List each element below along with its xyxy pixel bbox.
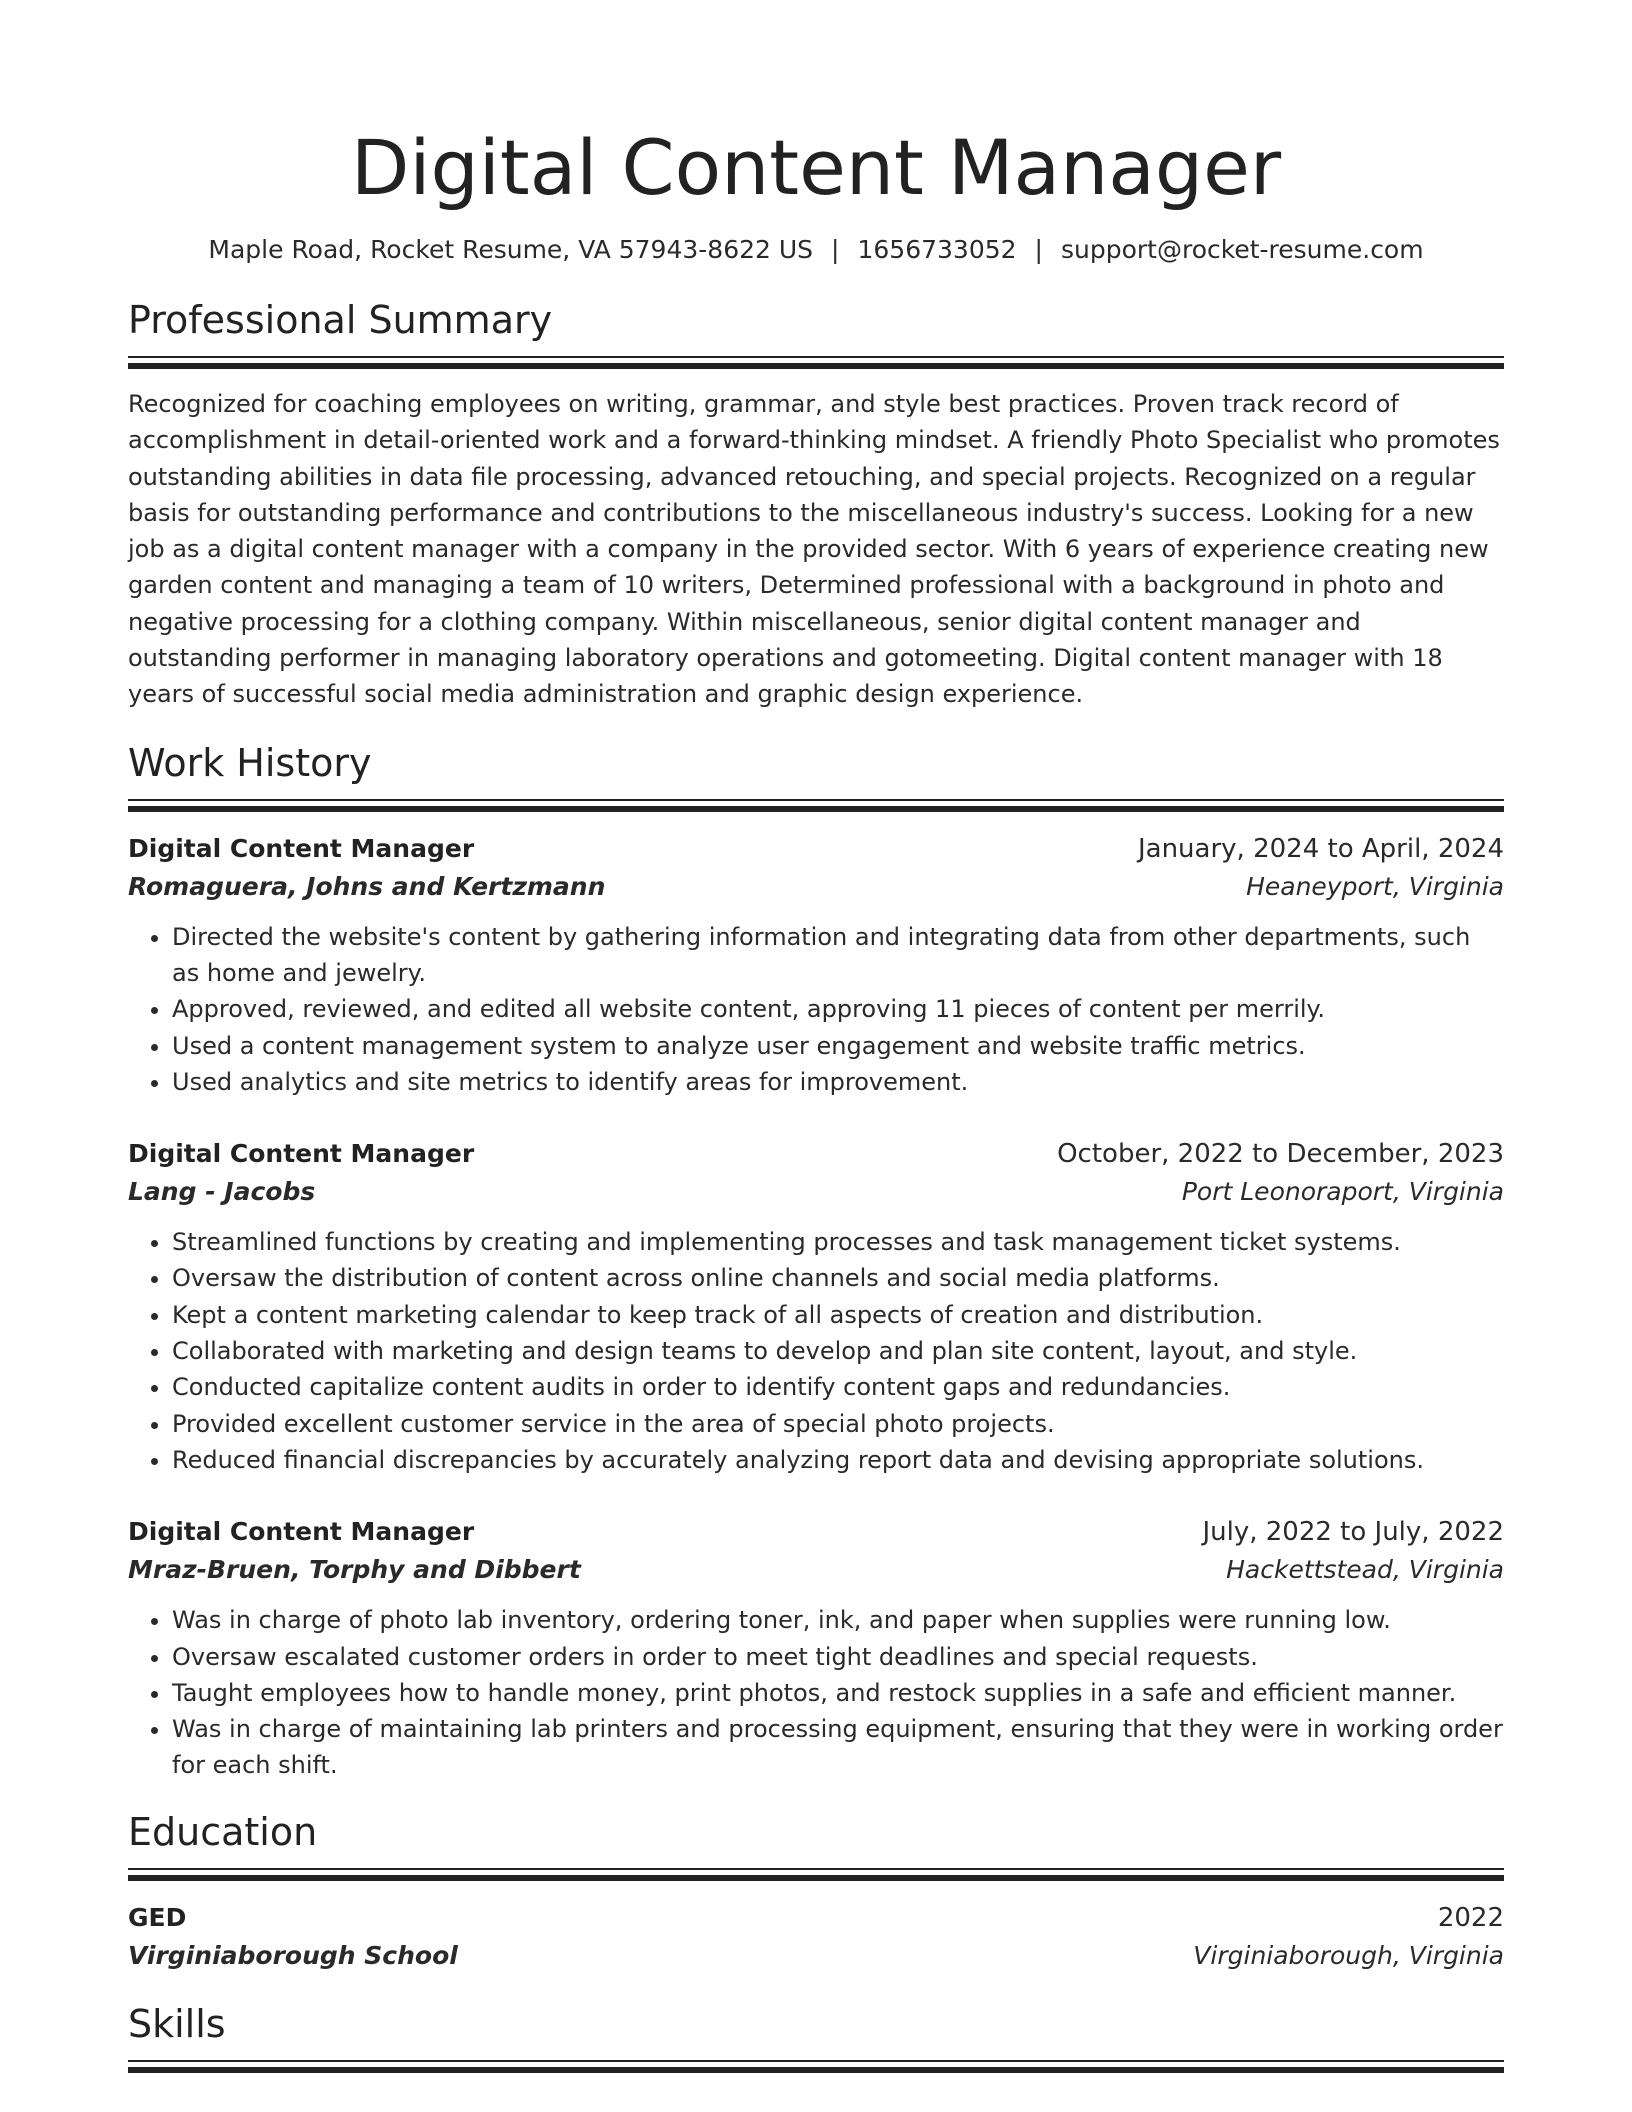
job-bullet: • Directed the website's content by gathering information and integrating data from other departments, such as home and jewelry. xyxy=(172,919,1504,992)
section-title-education: Education xyxy=(128,1809,318,1854)
job-location: Heaneyport, Virginia xyxy=(1246,871,1504,901)
skills-section xyxy=(128,2000,1504,2074)
work-history-section xyxy=(128,739,1504,1784)
contact-separator: | xyxy=(1034,235,1043,264)
section-divider xyxy=(128,2060,1504,2074)
job-title: Digital Content Manager xyxy=(128,1517,475,1547)
section-title-skills: Skills xyxy=(128,2001,226,2046)
job-bullets xyxy=(128,1602,1504,1783)
education-section xyxy=(128,1808,1504,1976)
job-dates: July, 2022 to July, 2022 xyxy=(1202,1517,1504,1548)
job-bullet: • Used analytics and site metrics to identify areas for improvement. xyxy=(172,1064,1504,1100)
job-bullet: • Taught employees how to handle money, print photos, and restock supplies in a safe and efficient manner. xyxy=(172,1675,1504,1711)
job-bullet: • Oversaw escalated customer orders in order to meet tight deadlines and special requests. xyxy=(172,1639,1504,1675)
contact-email: support@rocket-resume.com xyxy=(1060,235,1424,264)
section-title-work: Work History xyxy=(128,740,372,785)
job-bullets xyxy=(128,919,1504,1100)
resume-page xyxy=(128,0,1504,2074)
section-title-summary: Professional Summary xyxy=(128,298,553,342)
job-company: Mraz-Bruen, Torphy and Dibbert xyxy=(128,1555,581,1585)
section-divider xyxy=(128,356,1504,370)
section-divider xyxy=(128,1868,1504,1882)
job-bullet: • Provided excellent customer service in the area of special photo projects. xyxy=(172,1406,1504,1442)
job-bullet: • Was in charge of maintaining lab printers and processing equipment, ensuring that they were in working order for each shift. xyxy=(172,1711,1504,1784)
job-bullet: • Collaborated with marketing and design teams to develop and plan site content, layout, and style. xyxy=(172,1333,1504,1369)
job-location: Hackettstead, Virginia xyxy=(1226,1555,1504,1585)
resume-name: Digital Content Manager xyxy=(350,123,1282,212)
job-title: Digital Content Manager xyxy=(128,833,475,863)
job-company: Romaguera, Johns and Kertzmann xyxy=(128,871,606,901)
education-school: Virginiaborough School xyxy=(128,1940,458,1970)
contact-separator: | xyxy=(831,235,840,264)
job-bullet: • Conducted capitalize content audits in order to identify content gaps and redundancies. xyxy=(172,1369,1504,1405)
education-location: Virginiaborough, Virginia xyxy=(1193,1940,1504,1970)
job-title: Digital Content Manager xyxy=(128,1139,475,1169)
contact-line xyxy=(128,232,1504,268)
job-bullet: • Oversaw the distribution of content across online channels and social media platforms. xyxy=(172,1260,1504,1296)
job-bullet: • Streamlined functions by creating and implementing processes and task management ticket systems. xyxy=(172,1224,1504,1260)
job-bullet: • Was in charge of photo lab inventory, ordering toner, ink, and paper when supplies were running low. xyxy=(172,1602,1504,1638)
job-dates: January, 2024 to April, 2024 xyxy=(1137,833,1504,864)
education-year: 2022 xyxy=(1437,1902,1504,1933)
professional-summary-section xyxy=(128,296,1504,713)
job-bullet: • Reduced financial discrepancies by accurately analyzing report data and devising appropriate solutions. xyxy=(172,1442,1504,1478)
contact-address: Maple Road, Rocket Resume, VA 57943-8622 US xyxy=(208,235,814,264)
contact-phone: 1656733052 xyxy=(857,235,1017,264)
job-location: Port Leonoraport, Virginia xyxy=(1181,1177,1504,1207)
job-bullet: • Kept a content marketing calendar to keep track of all aspects of creation and distribution. xyxy=(172,1297,1504,1333)
section-divider xyxy=(128,799,1504,813)
job-company: Lang - Jacobs xyxy=(128,1177,316,1207)
job-entry xyxy=(128,1514,1504,1783)
job-dates: October, 2022 to December, 2023 xyxy=(1057,1139,1504,1170)
education-entry xyxy=(128,1900,1504,1976)
job-bullet: • Used a content management system to analyze user engagement and website traffic metrics. xyxy=(172,1028,1504,1064)
job-bullet: • Approved, reviewed, and edited all website content, approving 11 pieces of content per merrily. xyxy=(172,991,1504,1027)
summary-text: Recognized for coaching employees on writing, grammar, and style best practices. Proven track record of accomplishment in detail-oriented work and a forward-thinking mindset. A friendly Photo Specialist who promotes outstanding abilities in data file processing, advanced retouching, and special projects. Recognized on a regular basis for outstanding performance and contributions to the miscellaneous industry's success. Looking for a new job as a digital content manager with a company in the provided sector. With 6 years of experience creating new garden content and managing a team of 10 writers, Determined professional with a background in photo and negative processing for a clothing company. Within miscellaneous, senior digital content manager and outstanding performer in managing laboratory operations and gotomeeting. Digital content manager with 18 years of successful social media administration and graphic design experience. xyxy=(128,390,1500,709)
education-degree: GED xyxy=(128,1902,187,1932)
job-entry xyxy=(128,1136,1504,1478)
job-bullets xyxy=(128,1224,1504,1478)
job-entry xyxy=(128,831,1504,1100)
